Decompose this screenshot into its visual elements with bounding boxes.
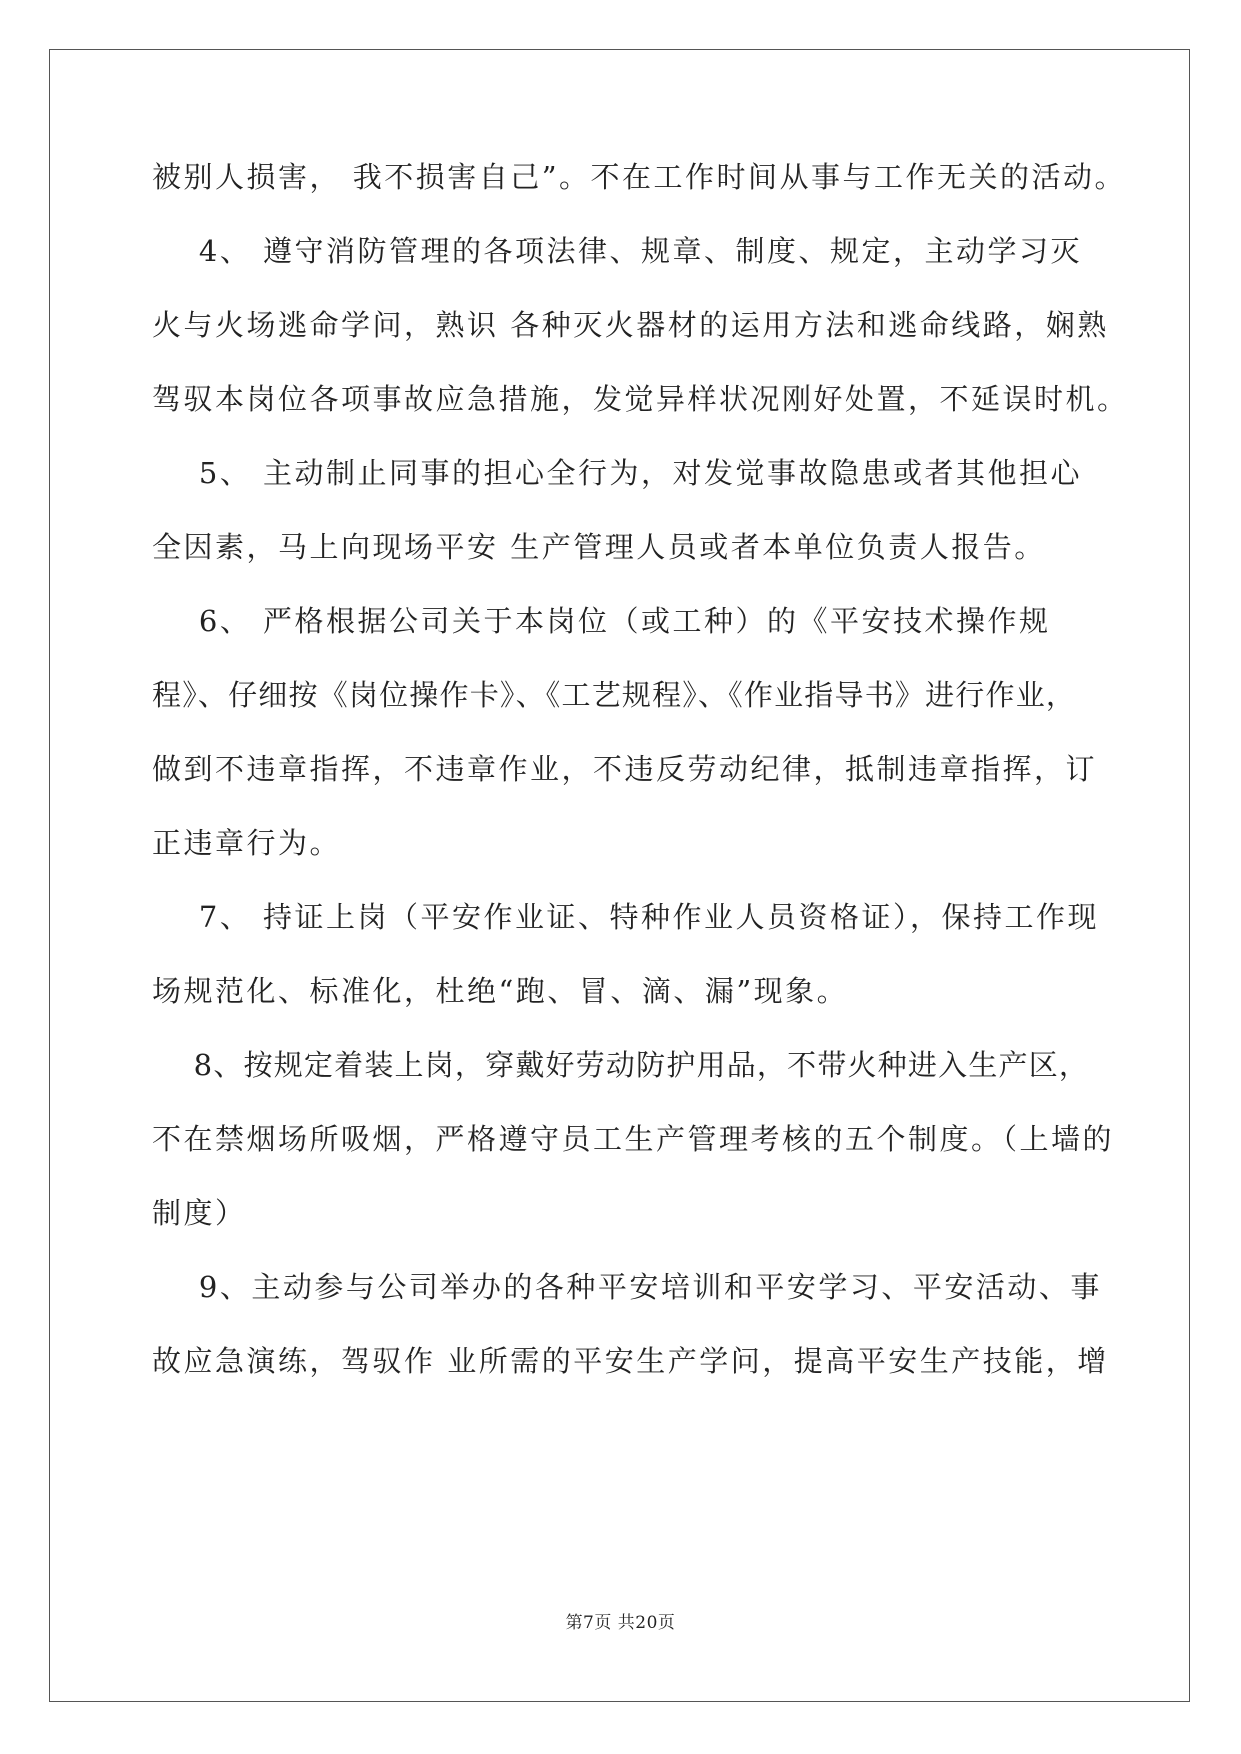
text-line: 5、 主动制止同事的担心全行为，对发觉事故隐患或者其他担心 [152, 456, 1083, 490]
text-line: 制度） [152, 1196, 247, 1230]
text-line: 9、主动参与公司举办的各种平安培训和平安学习、平安活动、事 [152, 1270, 1102, 1304]
text-line: 驾驭本岗位各项事故应急措施，发觉异样状况刚好处置，不延误时机。 [152, 382, 1129, 416]
text-line: 场规范化、标准化，杜绝“跑、冒、滴、漏”现象。 [152, 974, 849, 1008]
text-line: 正违章行为。 [152, 826, 342, 860]
text-line: 故应急演练，驾驭作 业所需的平安生产学问，提高平安生产技能，增 [152, 1344, 1109, 1378]
text-line: 7、 持证上岗（平安作业证、特种作业人员资格证），保持工作现 [152, 900, 1100, 934]
text-line: 6、 严格根据公司关于本岗位（或工种）的《平安技术操作规 [152, 604, 1051, 638]
text-line: 8、按规定着装上岗，穿戴好劳动防护用品，不带火种进入生产区， [152, 1048, 1090, 1082]
text-line: 被别人损害， 我不损害自己”。不在工作时间从事与工作无关的活动。 [152, 160, 1127, 194]
text-line: 4、 遵守消防管理的各项法律、规章、制度、规定，主动学习灭 [152, 234, 1083, 268]
page-number-footer: 第7页 共20页 [565, 1613, 676, 1633]
text-line: 做到不违章指挥，不违章作业，不违反劳动纪律，抵制违章指挥，订 [152, 752, 1098, 786]
text-line: 不在禁烟场所吸烟，严格遵守员工生产管理考核的五个制度。（上墙的 [152, 1122, 1115, 1156]
text-line: 火与火场逃命学问，熟识 各种灭火器材的运用方法和逃命线路，娴熟 [152, 308, 1109, 342]
text-line: 程》、仔细按《岗位操作卡》、《工艺规程》、《作业指导书》进行作业， [152, 678, 1077, 712]
page-border [49, 49, 1190, 1702]
text-line: 全因素，马上向现场平安 生产管理人员或者本单位负责人报告。 [152, 530, 1046, 564]
